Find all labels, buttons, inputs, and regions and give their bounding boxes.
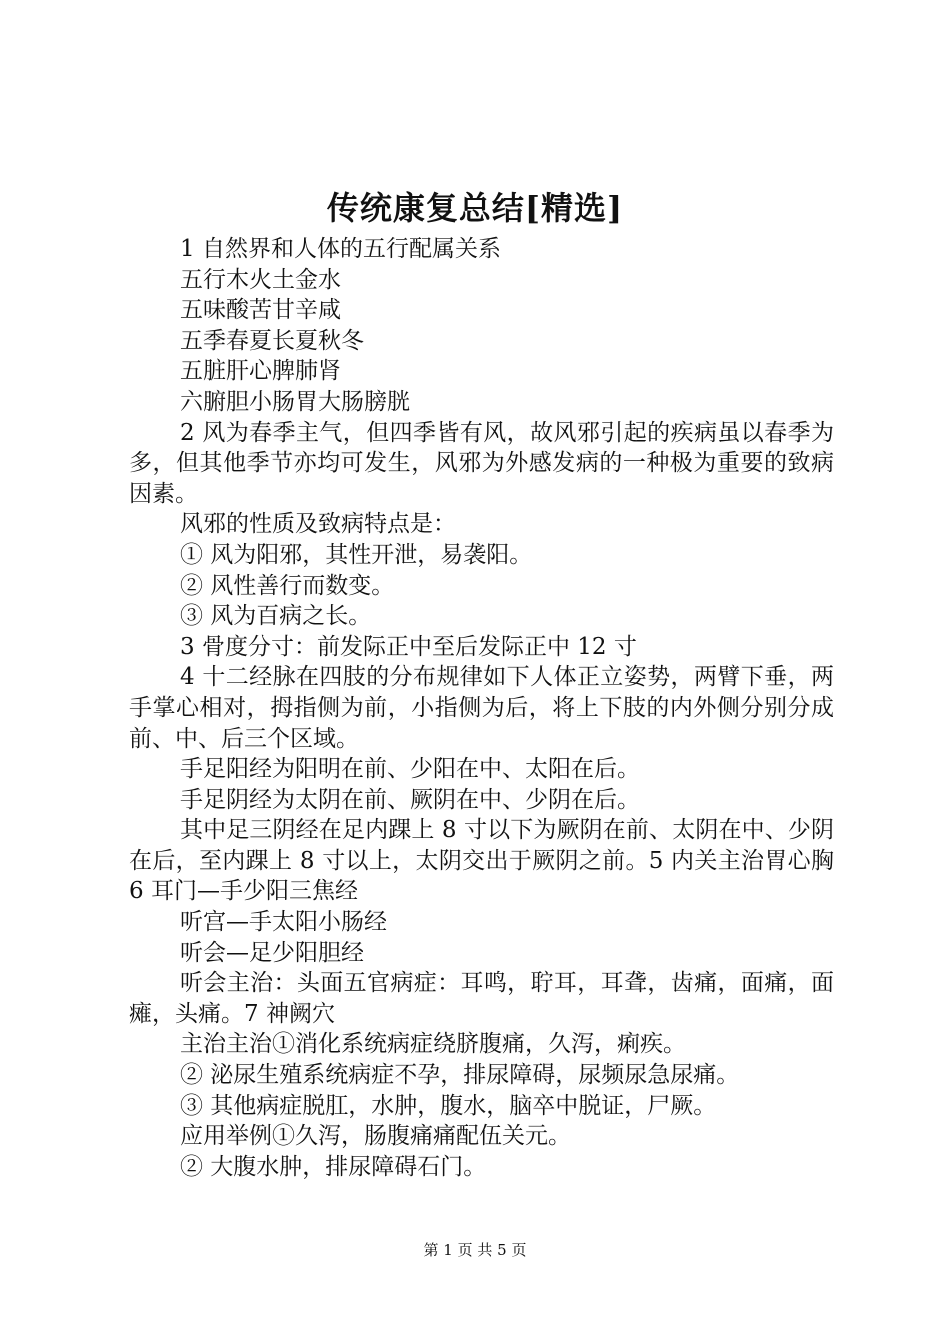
paragraph: 听会主治：头面五官病症：耳鸣，聍耳，耳聋，齿痛，面痛，面瘫，头痛。7 神阙穴 — [129, 970, 834, 1027]
paragraph: ③ 风为百病之长。 — [180, 603, 372, 630]
paragraph: 五季春夏长夏秋冬 — [180, 327, 364, 354]
paragraph: 听会—足少阳胆经 — [180, 939, 364, 966]
paragraph: 风邪的性质及致病特点是： — [180, 511, 456, 538]
paragraph: 手足阳经为阳明在前、少阳在中、太阳在后。 — [180, 756, 640, 783]
paragraph: 其中足三阴经在足内踝上 8 寸以下为厥阴在前、太阴在中、少阴在后，至内踝上 8 寸以上，太阴交出于厥阴之前。5 内关主治胃心胸 6 耳门—手少阳三焦经 — [129, 817, 834, 905]
paragraph: 1 自然界和人体的五行配属关系 — [180, 236, 501, 262]
paragraph: 五味酸苦甘辛咸 — [180, 297, 341, 324]
paragraph: ② 大腹水肿，排尿障碍石门。 — [180, 1153, 487, 1180]
paragraph: 3 骨度分寸：前发际正中至后发际正中 12 寸 — [180, 633, 637, 660]
paragraph: ③ 其他病症脱肛，水肿，腹水，脑卒中脱证，尸厥。 — [180, 1092, 717, 1119]
paragraph: 五脏肝心脾肺肾 — [180, 358, 341, 385]
paragraph: 主治主治①消化系统病症绕脐腹痛，久泻，痢疾。 — [180, 1031, 686, 1058]
paragraph: 听宫—手太阳小肠经 — [180, 909, 387, 936]
paragraph: 五行木火土金水 — [180, 266, 341, 293]
paragraph: ② 泌尿生殖系统病症不孕，排尿障碍，尿频尿急尿痛。 — [180, 1062, 740, 1089]
document-title: 传统康复总结[精选] — [326, 189, 624, 227]
paragraph: 应用举例①久泻，肠腹痛痛配伍关元。 — [180, 1123, 571, 1150]
page-footer: 第 1 页 共 5 页 — [423, 1241, 527, 1259]
paragraph: 六腑胆小肠胃大肠膀胱 — [180, 388, 410, 415]
paragraph: ② 风性善行而数变。 — [180, 572, 395, 599]
paragraph: ① 风为阳邪，其性开泄，易袭阳。 — [180, 541, 533, 568]
document-body — [129, 234, 834, 1182]
paragraph: 4 十二经脉在四肢的分布规律如下人体正立姿势，两臂下垂，两手掌心相对，拇指侧为前，小指侧为后，将上下肢的内外侧分别分成前、中、后三个区域。 — [129, 664, 834, 752]
paragraph: 手足阴经为太阴在前、厥阴在中、少阴在后。 — [180, 786, 640, 813]
paragraph: 2 风为春季主气，但四季皆有风，故风邪引起的疾病虽以春季为多，但其他季节亦均可发生，风邪为外感发病的一种极为重要的致病因素。 — [129, 419, 834, 507]
